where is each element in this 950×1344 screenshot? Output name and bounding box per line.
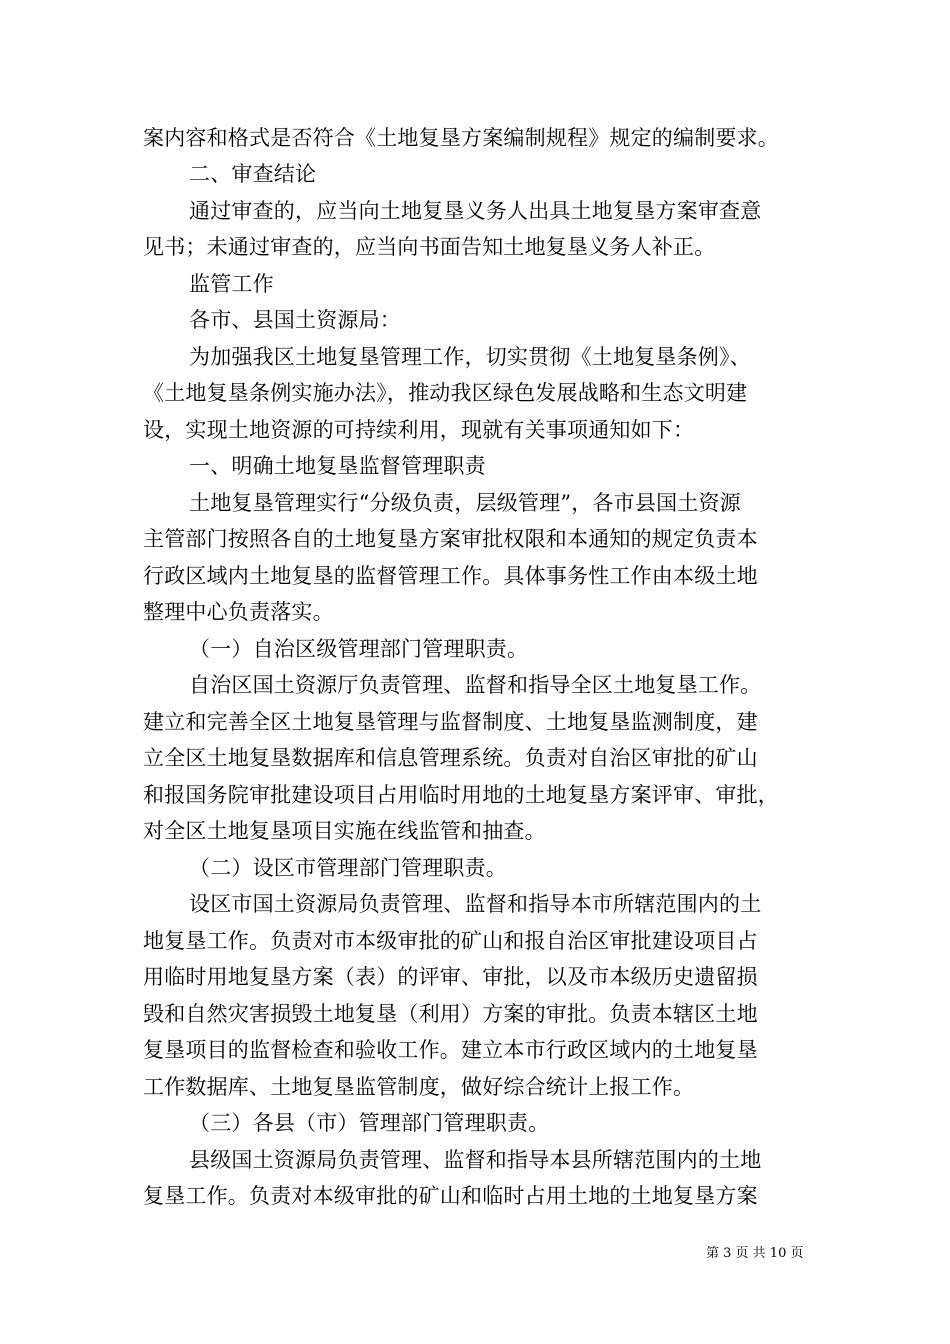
text-line: 建立和完善全区土地复垦管理与监督制度、土地复垦监测制度，建 bbox=[143, 710, 758, 734]
text-line: 对全区土地复垦项目实施在线监管和抽查。 bbox=[143, 819, 546, 843]
text-line: 行政区域内土地复垦的监督管理工作。具体事务性工作由本级土地 bbox=[143, 564, 758, 588]
section-heading: 二、审查结论 bbox=[189, 162, 317, 186]
text-line: 主管部门按照各自的土地复垦方案审批权限和本通知的规定负责本 bbox=[143, 527, 758, 551]
section-heading: 一、明确土地复垦监督管理职责 bbox=[189, 454, 486, 478]
text-line: 《土地复垦条例实施办法》，推动我区绿色发展战略和生态文明建 bbox=[143, 381, 748, 405]
text-line: 工作数据库、土地复垦监管制度，做好综合统计上报工作。 bbox=[143, 1075, 695, 1099]
text-line: 设，实现土地资源的可持续利用，现就有关事项通知如下： bbox=[143, 418, 695, 442]
text-line: 用临时用地复垦方案（表）的评审、审批，以及市本级历史遗留损 bbox=[143, 965, 758, 989]
text-line: 整理中心负责落实。 bbox=[143, 600, 334, 624]
text-line: 复垦项目的监督检查和验收工作。建立本市行政区域内的土地复垦 bbox=[143, 1038, 758, 1062]
text-line: 地复垦工作。负责对市本级审批的矿山和报自治区审批建设项目占 bbox=[143, 929, 758, 953]
subsection-heading: （一）自治区级管理部门管理职责。 bbox=[189, 637, 529, 661]
text-line: 通过审查的，应当向土地复垦义务人出具土地复垦方案审查意 bbox=[189, 199, 762, 223]
text-line: 复垦工作。负责对本级审批的矿山和临时占用土地的土地复垦方案 bbox=[143, 1184, 758, 1208]
text-line: 案内容和格式是否符合《土地复垦方案编制规程》规定的编制要求。 bbox=[143, 126, 779, 150]
subsection-heading: （三）各县（市）管理部门管理职责。 bbox=[189, 1111, 550, 1135]
text-line: 毁和自然灾害损毁土地复垦（利用）方案的审批。负责本辖区土地 bbox=[143, 1002, 758, 1026]
text-line: 土地复垦管理实行“分级负责，层级管理”，各市县国土资源 bbox=[189, 491, 741, 515]
text-line: 和报国务院审批建设项目占用临时用地的土地复垦方案评审、审批， bbox=[143, 783, 779, 807]
subsection-heading: （二）设区市管理部门管理职责。 bbox=[189, 856, 507, 880]
text-line: 为加强我区土地复垦管理工作，切实贯彻《土地复垦条例》、 bbox=[189, 345, 751, 369]
salutation: 各市、县国土资源局： bbox=[189, 308, 401, 332]
text-line: 县级国土资源局负责管理、监督和指导本县所辖范围内的土地 bbox=[189, 1148, 762, 1172]
text-line: 设区市国土资源局负责管理、监督和指导本市所辖范围内的土 bbox=[189, 892, 762, 916]
text-line: 见书；未通过审查的，应当向书面告知土地复垦义务人补正。 bbox=[143, 235, 716, 259]
page-number: 第 3 页 共 10 页 bbox=[706, 1246, 804, 1261]
text-line: 立全区土地复垦数据库和信息管理系统。负责对自治区审批的矿山 bbox=[143, 746, 758, 770]
text-line: 自治区国土资源厅负责管理、监督和指导全区土地复垦工作。 bbox=[189, 673, 762, 697]
section-heading: 监管工作 bbox=[189, 272, 274, 296]
